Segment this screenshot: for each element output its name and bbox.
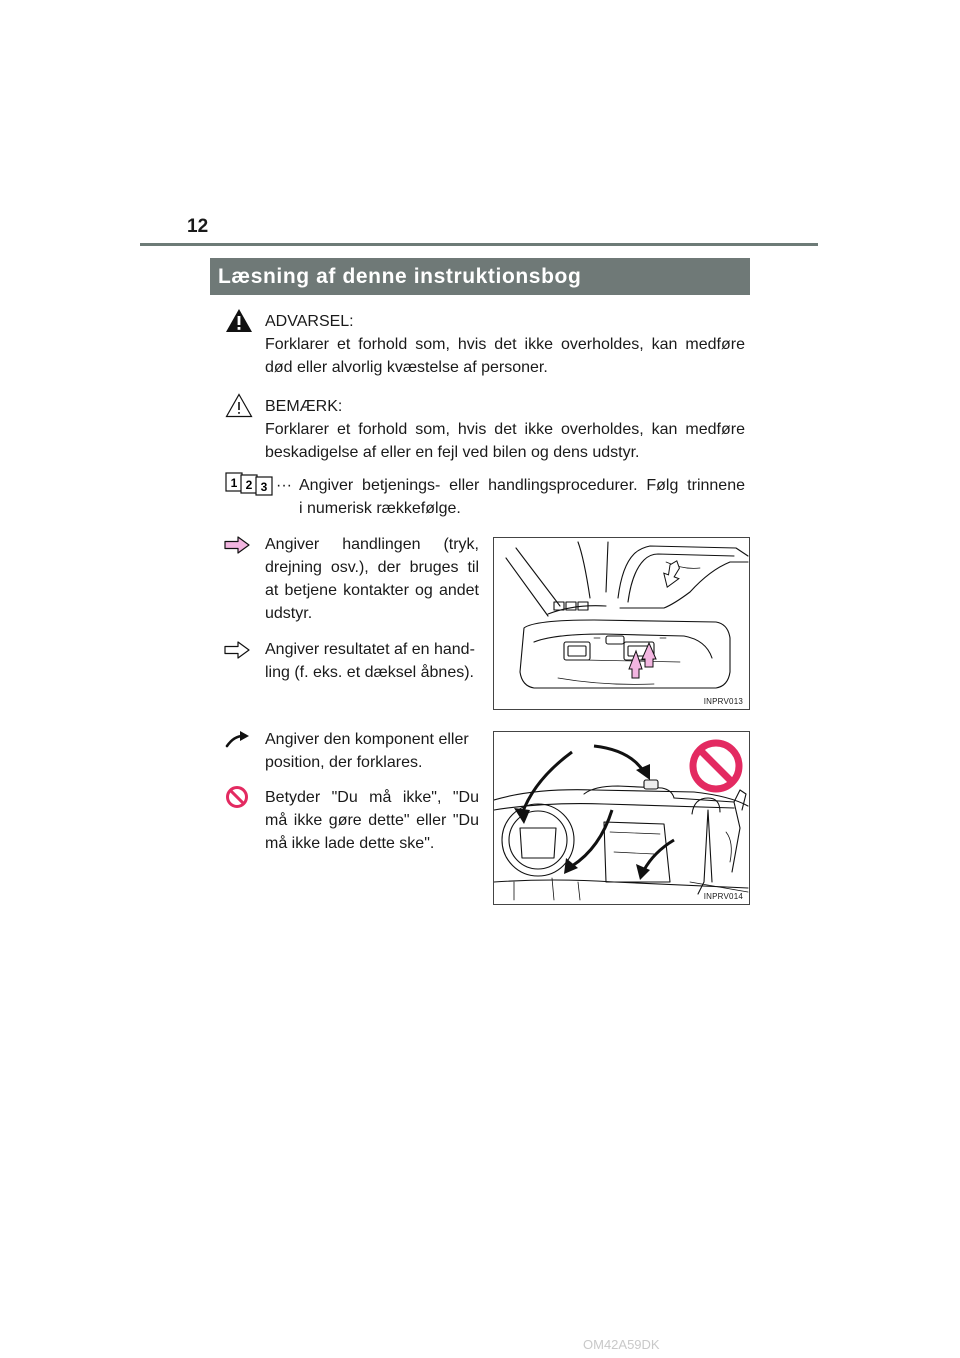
notice-line-1: Forklarer et forhold som, hvis det ikke overholdes, kan medføre <box>265 421 745 438</box>
prohibit-line-2: må ikke gøre dette" eller "Du <box>265 812 479 829</box>
figure-dashboard-prohibited <box>493 731 750 905</box>
figure-1-code: INPRV013 <box>703 697 743 706</box>
action-line-4: udstyr. <box>265 605 313 622</box>
step-number-2: 2 <box>245 478 253 492</box>
result-arrow-icon <box>224 641 250 659</box>
prohibit-line-1: Betyder "Du må ikke", "Du <box>265 789 479 806</box>
prohibit-icon <box>225 785 249 809</box>
dashboard-illustration <box>494 732 749 904</box>
notice-line-2: beskadigelse af eller en fejl ved bilen og dens udstyr. <box>265 444 640 461</box>
result-line-2: ling (f. eks. et dæksel åbnes). <box>265 664 474 681</box>
figure-2-code: INPRV014 <box>703 892 743 901</box>
result-line-1: Angiver resultatet af en hand- <box>265 641 475 658</box>
component-line-1: Angiver den komponent eller <box>265 731 469 748</box>
notice-heading: BEMÆRK: <box>265 398 343 415</box>
prohibit-line-3: må ikke lade dette ske". <box>265 835 435 852</box>
figure-sunroof-switch <box>493 537 750 710</box>
header-rule <box>140 243 818 246</box>
steps-ellipsis: ··· <box>276 477 292 494</box>
warning-line-2: død eller alvorlig kvæstelse af personer. <box>265 359 548 376</box>
step-numbers-icon <box>225 472 275 496</box>
footer-watermark: OM42A59DK <box>583 1337 660 1352</box>
action-line-1: Angiver handlingen (tryk, <box>265 536 479 553</box>
component-pointer-icon <box>224 729 250 749</box>
page-number: 12 <box>187 216 209 237</box>
warning-line-1: Forklarer et forhold som, hvis det ikke overholdes, kan medføre <box>265 336 745 353</box>
section-title: Læsning af denne instruktionsbog <box>210 258 750 295</box>
warning-heading: ADVARSEL: <box>265 313 354 330</box>
action-arrow-icon <box>224 536 250 554</box>
steps-line-2: i numerisk rækkefølge. <box>299 500 461 517</box>
step-number-3: 3 <box>260 480 268 494</box>
action-line-2: drejning osv.), der bruges til <box>265 559 479 576</box>
notice-triangle-icon <box>225 393 253 418</box>
warning-triangle-icon <box>225 308 253 333</box>
step-number-1: 1 <box>230 476 238 490</box>
action-line-3: at betjene kontakter og andet <box>265 582 479 599</box>
sunroof-illustration <box>494 538 749 709</box>
steps-line-1: Angiver betjenings- eller handlingsprocedurer. Følg trinnene <box>299 477 745 494</box>
component-line-2: position, der forklares. <box>265 754 423 771</box>
